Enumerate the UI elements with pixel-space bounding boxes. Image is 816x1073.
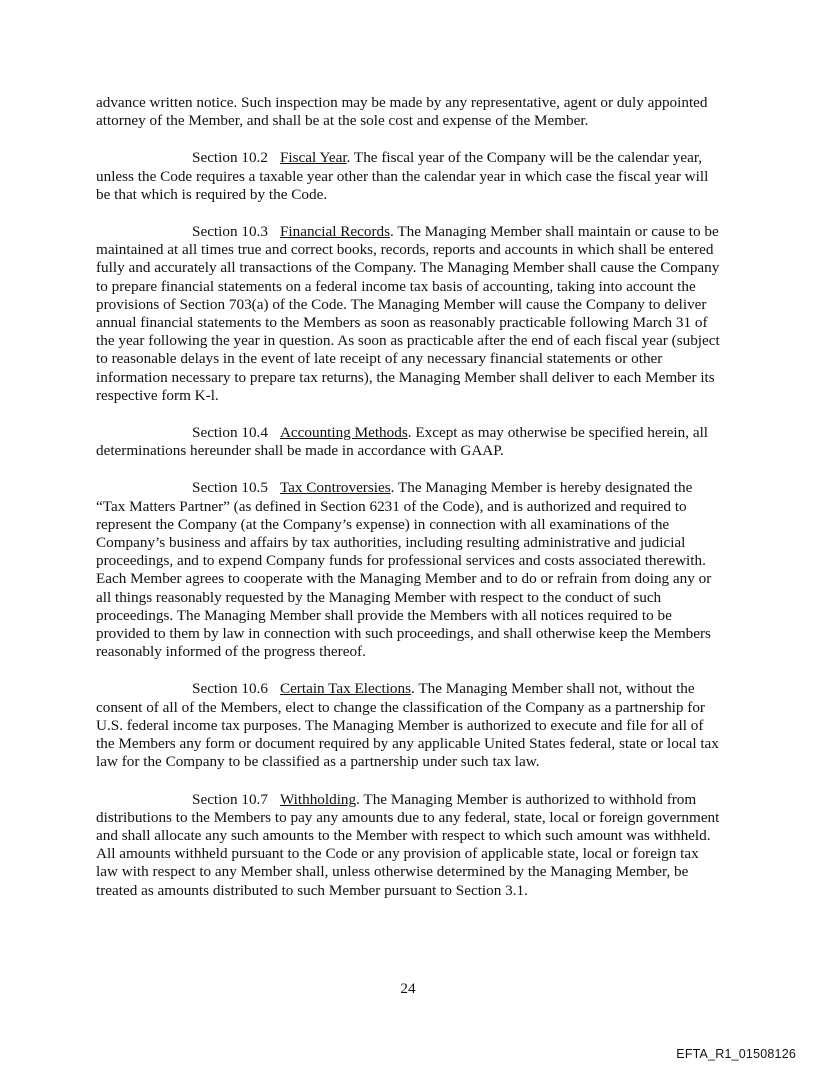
section-number: Section 10.3 [192,223,268,241]
section-body: . The Managing Member shall maintain or cause to be maintained at all times true and correct books, records, reports and accounts in which shall be entered fully and accurately all transactions of the Company. The Managing Member shall cause the Company to prepare financial statements on a federal income tax basis of accounting, taking into account the provisions of Section 703(a) of the Code. The Managing Member will cause the Company to deliver annual financial statements to the Members as soon as reasonably practicable following March 31 of the year following the year in question. As soon as practicable after the end of each fiscal year (subject to reasonable delays in the event of late receipt of any necessary financial statements or other information necessary to prepare tax returns), the Managing Member shall deliver to each Member its respective form K-l. [96,223,720,404]
section-title: Fiscal Year [279,149,347,167]
bates-number: EFTA_R1_01508126 [676,1047,796,1061]
section-number: Section 10.4 [192,424,268,442]
section-body: . The Managing Member shall not, without the consent of all of the Members, elect to change the classification of the Company as a partnership for U.S. federal income tax purposes. The Managing Member is authorized to execute and file for all of the Members any form or document required by any applicable United States federal, state or local tax law for the Company to be classified as a partnership under such tax law. [96,680,719,771]
section-body: . The Managing Member is authorized to withhold from distributions to the Members to pay any amounts due to any federal, state, local or foreign government and shall allocate any such amounts to the Member with respect to which such amount was withheld. All amounts withheld pursuant to the Code or any provision of applicable state, local or foreign tax law with respect to any Member shall, unless otherwise determined by the Managing Member, be treated as amounts distributed to such Member pursuant to Section 3.1. [96,790,720,899]
section-10-5-paragraph [96,479,722,661]
section-10-4-paragraph [96,424,722,460]
section-10-6-paragraph [96,680,722,771]
section-title: Withholding [279,790,357,808]
continuation-paragraph: advance written notice. Such inspection may be made by any representative, agent or duly appointed attorney of the Member, and shall be at the sole cost and expense of the Member. [96,94,708,130]
section-10-2-paragraph [96,149,722,204]
section-title: Tax Controversies [279,479,391,497]
section-10-7-paragraph [96,791,722,900]
section-body: . The fiscal year of the Company will be the calendar year, unless the Code requires a taxable year other than the calendar year in which case the fiscal year will be that which is required by the Code. [96,149,709,203]
document-page [96,94,722,919]
section-number: Section 10.7 [192,790,268,808]
section-body: . The Managing Member is hereby designated the “Tax Matters Partner” (as defined in Section 6231 of the Code), and is authorized and required to represent the Company (at the Company’s expense) in connection with all examinations of the Company’s business and affairs by tax authorities, including resulting administrative and judicial proceedings, and to expend Company funds for professional services and costs associated therewith. Each Member agrees to cooperate with the Managing Member and to do or refrain from doing any or all things reasonably requested by the Managing Member with respect to the conduct of such proceedings. The Managing Member shall provide the Members with all notices required to be provided to them by law in connection with such proceedings, and shall otherwise keep the Members reasonably informed of the progress thereof. [96,479,712,661]
page-number: 24 [400,980,416,997]
section-body: . Except as may otherwise be specified herein, all determinations hereunder shall be made in accordance with GAAP. [96,424,709,460]
section-title: Financial Records [279,223,391,241]
section-number: Section 10.2 [192,149,268,167]
section-number: Section 10.5 [192,479,268,497]
section-title: Certain Tax Elections [279,680,412,698]
section-title: Accounting Methods [279,424,408,442]
section-10-3-paragraph [96,223,722,405]
section-number: Section 10.6 [192,680,268,698]
